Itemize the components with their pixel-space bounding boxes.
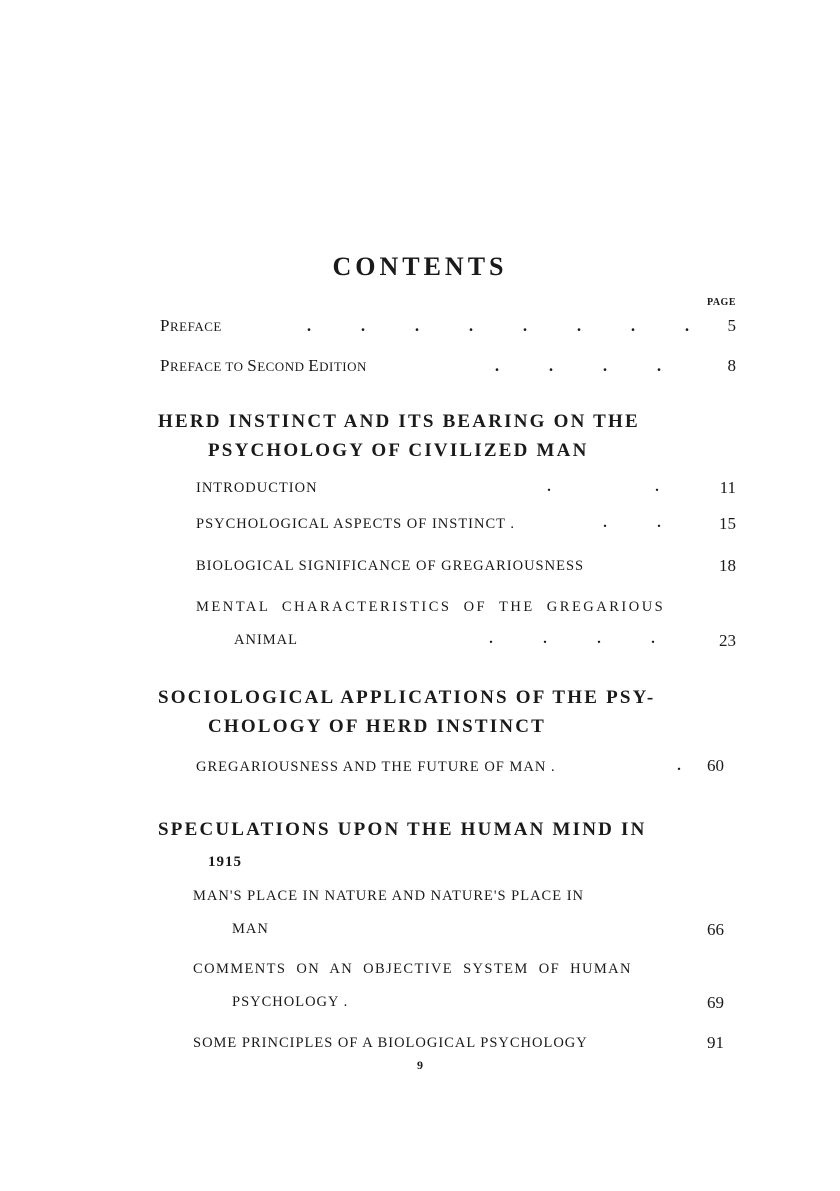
part-title-continued: PSYCHOLOGY OF CIVILIZED MAN	[208, 440, 589, 461]
part-title-continued: CHOLOGY OF HERD INSTINCT	[208, 716, 547, 737]
page-title: CONTENTS	[332, 252, 508, 281]
entry-label-rest: REFACE TO	[169, 359, 248, 374]
page-number: 69	[707, 993, 724, 1012]
folio: 9	[417, 1058, 423, 1072]
section-entry[interactable]: PSYCHOLOGICAL ASPECTS OF INSTINCT .	[196, 516, 516, 532]
part-title[interactable]: SPECULATIONS UPON THE HUMAN MIND IN	[158, 819, 647, 840]
entry-label-rest: DITION	[319, 359, 367, 374]
page-number: 8	[727, 356, 736, 375]
page-number: 5	[727, 316, 736, 335]
leader-dots: .	[677, 758, 681, 774]
part-title[interactable]: HERD INSTINCT AND ITS BEARING ON THE	[158, 411, 640, 432]
section-entry-continued: PSYCHOLOGY .	[232, 994, 349, 1010]
entry-label-initial: S	[247, 356, 258, 375]
page-number: 18	[719, 556, 736, 575]
leader-dots: . .	[547, 479, 659, 495]
page-number: 11	[719, 478, 736, 497]
section-entry-continued: MAN	[232, 921, 269, 937]
section-entry[interactable]: MAN'S PLACE IN NATURE AND NATURE'S PLACE IN	[193, 888, 585, 904]
toc-entry-preface[interactable]	[160, 316, 222, 336]
entry-label-initial: E	[308, 356, 320, 375]
leader-dots: . . . . . . . .	[306, 316, 690, 335]
section-entry-continued: ANIMAL	[234, 632, 298, 648]
leader-dots: . . . .	[489, 631, 655, 647]
page-number: 23	[719, 631, 736, 650]
toc-entry-preface-second-edition[interactable]	[160, 356, 367, 376]
page-number: 60	[707, 756, 724, 775]
entry-label-initial: P	[160, 316, 170, 335]
page-number: 66	[707, 920, 724, 939]
entry-label-initial: P	[160, 356, 170, 375]
entry-label-rest: REFACE	[169, 319, 222, 334]
section-entry[interactable]: INTRODUCTION	[196, 480, 318, 496]
section-entry[interactable]: GREGARIOUSNESS AND THE FUTURE OF MAN .	[196, 759, 556, 775]
page-number: 91	[707, 1033, 724, 1052]
entry-label-rest: ECOND	[257, 359, 309, 374]
page-column-header: PAGE	[706, 297, 736, 308]
part-title-continued: 1915	[208, 854, 242, 870]
section-entry[interactable]: SOME PRINCIPLES OF A BIOLOGICAL PSYCHOLOGY	[193, 1035, 588, 1051]
section-entry[interactable]: BIOLOGICAL SIGNIFICANCE OF GREGARIOUSNESS	[196, 558, 585, 574]
part-title[interactable]: SOCIOLOGICAL APPLICATIONS OF THE PSY-	[158, 687, 656, 708]
page-number: 15	[719, 514, 736, 533]
leader-dots: . . . .	[494, 356, 662, 375]
leader-dots: . .	[603, 515, 661, 531]
section-entry[interactable]: COMMENTS ON AN OBJECTIVE SYSTEM OF HUMAN	[193, 961, 632, 977]
section-entry[interactable]: MENTAL CHARACTERISTICS OF THE GREGARIOUS	[196, 599, 666, 615]
